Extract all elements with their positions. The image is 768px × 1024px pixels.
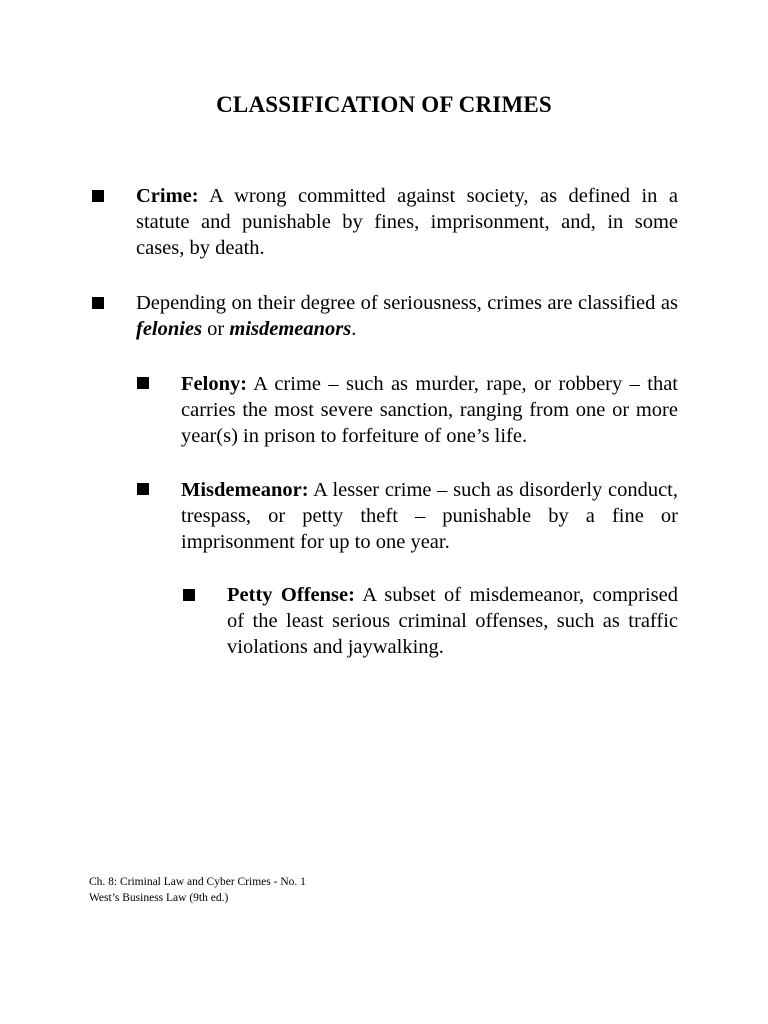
body-text: . (351, 318, 357, 340)
emphasis-felonies: felonies (136, 318, 203, 340)
square-bullet-icon (137, 483, 149, 495)
term-label: Misdemeanor: (181, 479, 309, 501)
footer-source-line: West’s Business Law (9th ed.) (89, 892, 229, 904)
term-label: Felony: (181, 373, 248, 395)
square-bullet-icon (92, 190, 104, 202)
definition-text: A crime – such as murder, rape, or robbery – that carries the most severe sanction, ranging from one or more year(s) in prison to forfeiture of one’s life. (181, 373, 678, 447)
body-text: or (202, 318, 230, 340)
footer-chapter-line: Ch. 8: Criminal Law and Cyber Crimes - No. 1 (89, 876, 306, 888)
page-footer (89, 874, 306, 906)
definition-text: A wrong committed against society, as defined in a statute and punishable by fines, imprisonment, and, in some cases, by death. (136, 185, 678, 259)
square-bullet-icon (183, 589, 195, 601)
term-label: Petty Offense: (227, 584, 355, 606)
square-bullet-icon (137, 377, 149, 389)
page-title: CLASSIFICATION OF CRIMES (216, 92, 552, 117)
bullet-item-crime (136, 183, 678, 261)
bullet-item-petty-offense (227, 582, 678, 660)
body-text: Depending on their degree of seriousness, crimes are classified as (136, 292, 678, 314)
definition-text: A subset of misdemeanor, comprised of the least serious criminal offenses, such as traffic violations and jaywalking. (227, 584, 678, 658)
definition-text: A lesser crime – such as disorderly conduct, trespass, or petty theft – punishable by a fine or imprisonment for up to one year. (181, 479, 678, 553)
bullet-item-classification (136, 290, 678, 342)
bullet-item-felony (181, 371, 678, 449)
emphasis-misdemeanors: misdemeanors (229, 318, 352, 340)
square-bullet-icon (92, 297, 104, 309)
bullet-item-misdemeanor (181, 477, 678, 555)
term-label: Crime: (136, 185, 199, 207)
